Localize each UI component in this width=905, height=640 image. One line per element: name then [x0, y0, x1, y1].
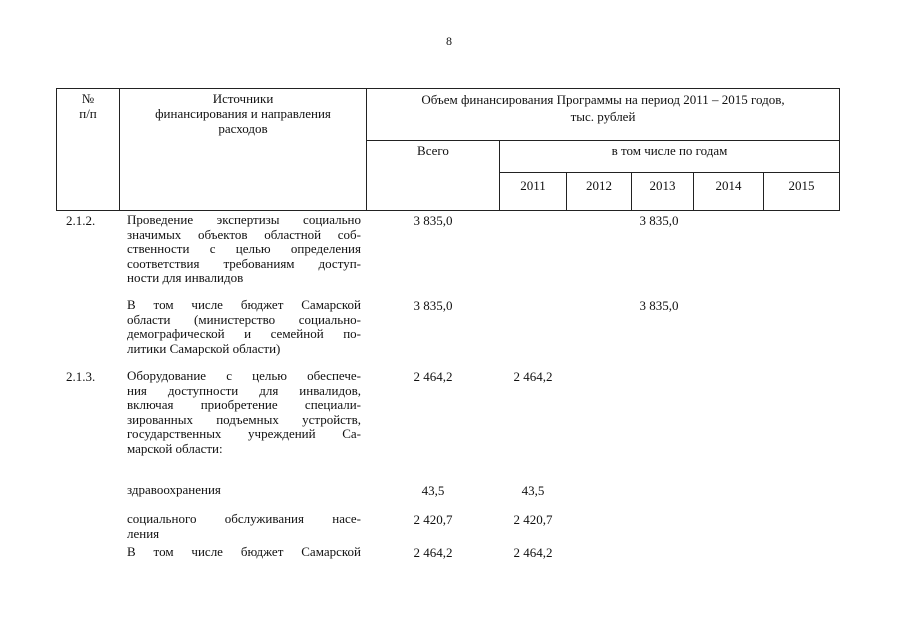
row-text-line: Проведение экспертизы социально	[127, 212, 361, 227]
row-text-line: марской области:	[127, 440, 223, 456]
header-vline	[839, 88, 840, 211]
header-year-2015: 2015	[788, 178, 815, 193]
header-total: Всего	[417, 143, 449, 158]
row-text-line: значимых объектов областной соб-	[127, 226, 361, 242]
row-text-line: соответствия требованиям доступ-	[127, 255, 361, 271]
header-funding-title: Объем финансирования Программы на период 2011 – 2015 годов, тыс. рублей	[421, 92, 785, 124]
row-2011: 43,5	[521, 483, 545, 498]
row-code: 2.1.3.	[66, 369, 96, 384]
header-num-col: № п/п	[79, 91, 97, 121]
row-text-line: государственных учреждений Са-	[127, 426, 361, 441]
header-by-years: в том числе по годам	[611, 143, 728, 158]
row-2013: 3 835,0	[639, 298, 679, 313]
row-text	[127, 545, 361, 560]
row-text	[127, 213, 361, 286]
row-text-line: социального обслуживания насе-	[127, 511, 361, 526]
row-text-line: здравоохранения	[127, 482, 221, 497]
row-2011: 2 420,7	[513, 512, 553, 527]
row-text-line: ственности с целью определения	[127, 241, 361, 256]
row-text	[127, 298, 361, 356]
row-text-line: включая приобретение специали-	[127, 397, 361, 412]
row-text-line: области (министерство социально-	[127, 311, 361, 327]
row-text-line: ления	[127, 525, 160, 541]
row-text-line: Оборудование с целью обеспече-	[127, 368, 361, 383]
row-text	[127, 483, 361, 498]
row-total: 3 835,0	[413, 298, 453, 313]
header-year-2014: 2014	[715, 178, 742, 193]
header-bottom-border	[56, 210, 839, 211]
header-year-2012: 2012	[586, 178, 612, 193]
row-2013: 3 835,0	[639, 213, 679, 228]
row-total: 43,5	[421, 483, 445, 498]
row-text-line: демографической и семейной по-	[127, 326, 361, 341]
row-text-line: зированных подъемных устройств,	[127, 411, 361, 427]
page-number: 8	[446, 34, 452, 48]
row-total: 2 464,2	[413, 369, 453, 384]
row-text	[127, 512, 361, 541]
row-code: 2.1.2.	[66, 213, 96, 228]
row-total: 3 835,0	[413, 213, 453, 228]
header-top-border	[56, 88, 839, 89]
header-divider-2	[499, 172, 839, 173]
row-2011: 2 464,2	[513, 545, 553, 560]
row-text	[127, 369, 361, 456]
header-year-2013: 2013	[649, 178, 676, 193]
row-text-line: В том числе бюджет Самарской	[127, 297, 361, 312]
header-divider-1	[366, 140, 839, 141]
header-source-col: Источники финансирования и направления расходов	[155, 91, 331, 136]
header-year-2011: 2011	[520, 178, 546, 193]
row-text-line: В том числе бюджет Самарской	[127, 544, 361, 559]
row-text-line: литики Самарской области)	[127, 340, 281, 356]
row-total: 2 464,2	[413, 545, 453, 560]
row-total: 2 420,7	[413, 512, 453, 527]
row-2011: 2 464,2	[513, 369, 553, 384]
row-text-line: ния доступности для инвалидов,	[127, 382, 361, 398]
row-text-line: ности для инвалидов	[127, 270, 244, 285]
